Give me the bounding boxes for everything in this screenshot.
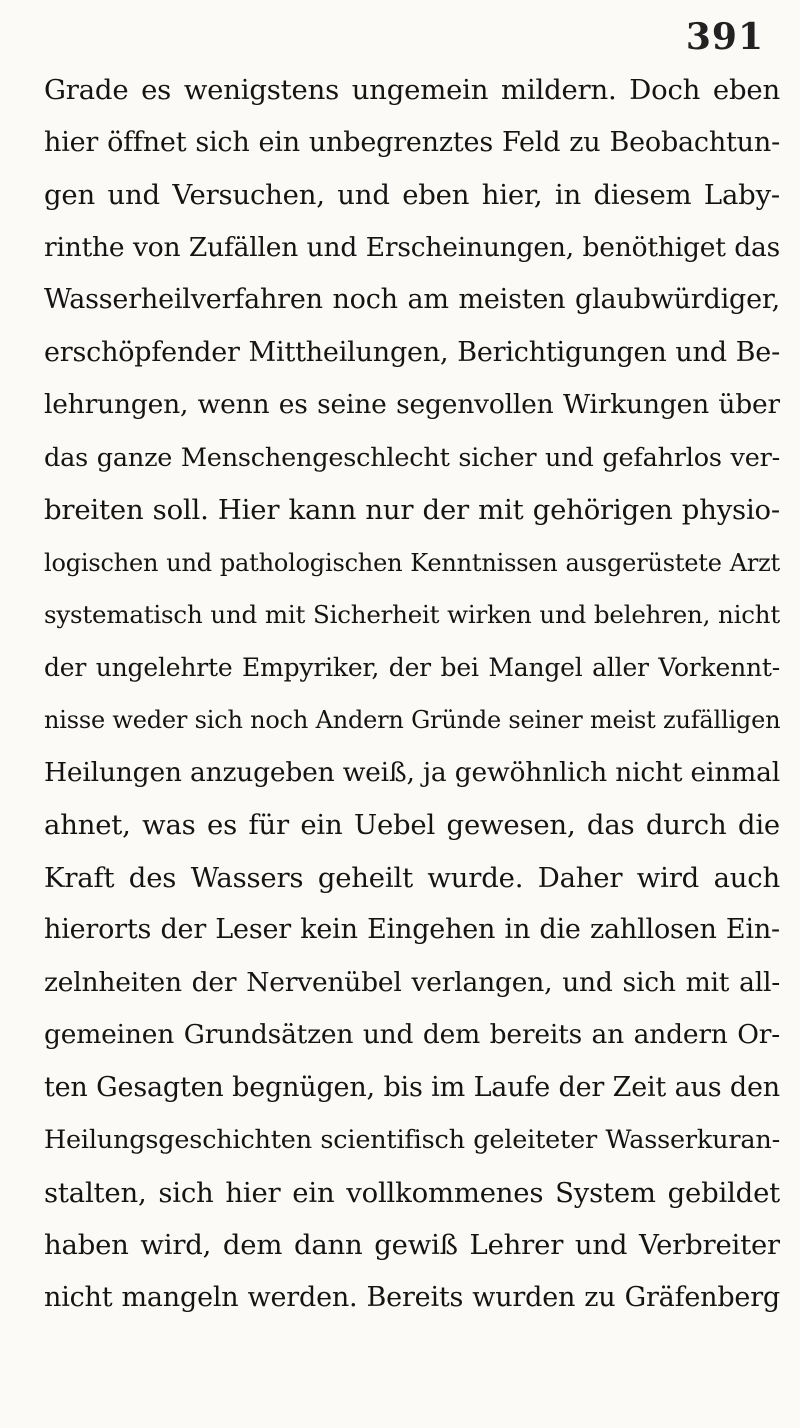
text-line: Heilungen anzugeben weiß, ja gewöhnlich nicht einmal — [44, 756, 780, 788]
text-line: ten Gesagten begnügen, bis im Laufe der Zeit aus den — [44, 1071, 780, 1103]
text-line: Kraft des Wassers geheilt wurde. Daher wird auch — [44, 861, 780, 894]
text-line: gemeinen Grundsätzen und dem bereits an andern Or- — [44, 1019, 780, 1050]
text-line: ahnet, was es für ein Uebel gewesen, das durch die — [44, 809, 780, 841]
text-line: stalten, sich hier ein vollkommenes System gebildet — [44, 1176, 780, 1209]
text-line: erschöpfender Mittheilungen, Berichtigungen und Be- — [44, 336, 780, 368]
text-line: hier öffnet sich ein unbegrenztes Feld zu Beobachtun- — [44, 126, 780, 158]
text-line: Heilungsgeschichten scientifisch geleiteter Wasserkuran- — [44, 1125, 780, 1155]
text-line: breiten soll. Hier kann nur der mit gehörigen physio- — [44, 494, 780, 526]
page-number: 391 — [685, 16, 764, 58]
text-line: zelnheiten der Nervenübel verlangen, und sich mit all- — [44, 966, 780, 998]
text-line: systematisch und mit Sicherheit wirken und belehren, nicht — [44, 600, 780, 629]
text-line: logischen und pathologischen Kenntnissen ausgerüstete Arzt — [44, 548, 780, 577]
text-line: hierorts der Leser kein Eingehen in die zahllosen Ein- — [44, 914, 780, 945]
text-line: nisse weder sich noch Andern Gründe seiner meist zufälligen — [44, 706, 780, 734]
text-line: Grade es wenigstens ungemein mildern. Doch eben — [44, 74, 780, 106]
text-line: Wasserheilverfahren noch am meisten glaubwürdiger, — [44, 284, 780, 315]
text-line: haben wird, dem dann gewiß Lehrer und Verbreiter — [44, 1229, 780, 1261]
text-line: rinthe von Zufällen und Erscheinungen, benöthiget das — [44, 231, 780, 263]
text-line: gen und Versuchen, und eben hier, in diesem Laby- — [44, 179, 780, 211]
text-line: das ganze Menschengeschlecht sicher und gefahrlos ver- — [44, 442, 780, 473]
text-line: lehrungen, wenn es seine segenvollen Wirkungen über — [44, 389, 780, 420]
body-text — [44, 64, 780, 1324]
text-line: nicht mangeln werden. Bereits wurden zu Gräfenberg — [44, 1281, 780, 1313]
text-line: der ungelehrte Empyriker, der bei Mangel aller Vorkennt- — [44, 652, 780, 682]
